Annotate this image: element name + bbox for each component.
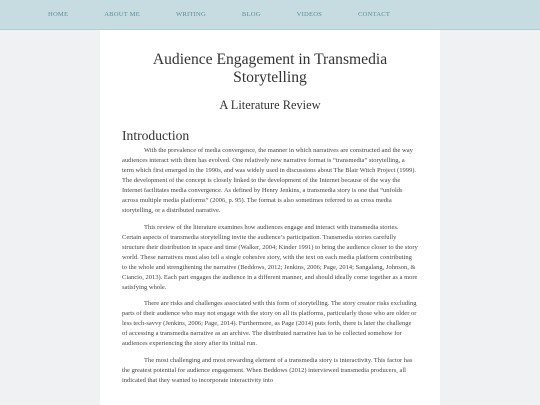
- nav-link-videos[interactable]: VIDEOS: [296, 11, 323, 18]
- paragraph: The most challenging and most rewarding element of a transmedia story is interactivity. This factor has the greatest potential for audience engagement. When Beddows (2012) interviewed transmedia producers, all indicated that they wanted to incorporate interactivity into: [122, 356, 413, 384]
- nav-link-home[interactable]: HOME: [48, 11, 69, 18]
- nav-link-blog[interactable]: BLOG: [241, 11, 261, 18]
- top-navigation-bar: [0, 0, 540, 30]
- article-page: [100, 30, 440, 405]
- section-heading-introduction: Introduction: [122, 128, 190, 143]
- paragraph: This review of the literature examines how audiences engage and interact with transmedia stories. Certain aspects of transmedia storytelling invite the audience’s participation. Transmedia stories carefully structure their distribution in space and time (Walker, 2004; Kinder 1991) to bring the audience closer to the story world. These narratives must also tell a single cohesive story, with the text on each media platform contributing to the whole and strengthening the narrative (Beddows, 2012; Jenkins, 2006; Page, 2014; Sangalang, Johnson, & Ciancio, 2013). Each part engages the audience in a different manner, and should ideally come together as a more satisfying whole.: [122, 223, 418, 291]
- nav-link-writing[interactable]: WRITING: [175, 11, 206, 18]
- article-title: Audience Engagement in Transmedia Storytelling: [152, 51, 388, 86]
- article-body: [122, 146, 418, 386]
- paragraph: There are risks and challenges associated with this form of storytelling. The story creator risks excluding parts of their audience who may not engage with the story on all its platforms, particularly those who are older or less tech-savvy (Jenkins, 2006; Page, 2014). Furthermore, as Page (2014) puts forth, there is later the challenge of accessing a transmedia narrative as an archive. The distributed narrative has to be collected somehow for audiences experiencing the story after its initial run.: [122, 300, 417, 347]
- paragraph: With the prevalence of media convergence, the manner in which narratives are constructed and the way audiences interact with them has evolved. One relatively new narrative format is “transmedia” storytelling, a term which first emerged in the 1990s, and was widely used in discussions about The Blair Witch Project (1999). The development of the concept is closely linked to the development of the Internet because of the way the Internet facilitates media convergence. As defined by Henry Jenkins, a transmedia story is one that “unfolds across multiple media platforms” (2006, p. 95). The format is also sometimes referred to as cross media storytelling, or a distributed narrative.: [122, 147, 416, 214]
- nav-link-about-me[interactable]: ABOUT ME: [104, 11, 140, 18]
- nav-link-contact[interactable]: CONTACT: [358, 11, 391, 18]
- article-subtitle: A Literature Review: [219, 98, 321, 112]
